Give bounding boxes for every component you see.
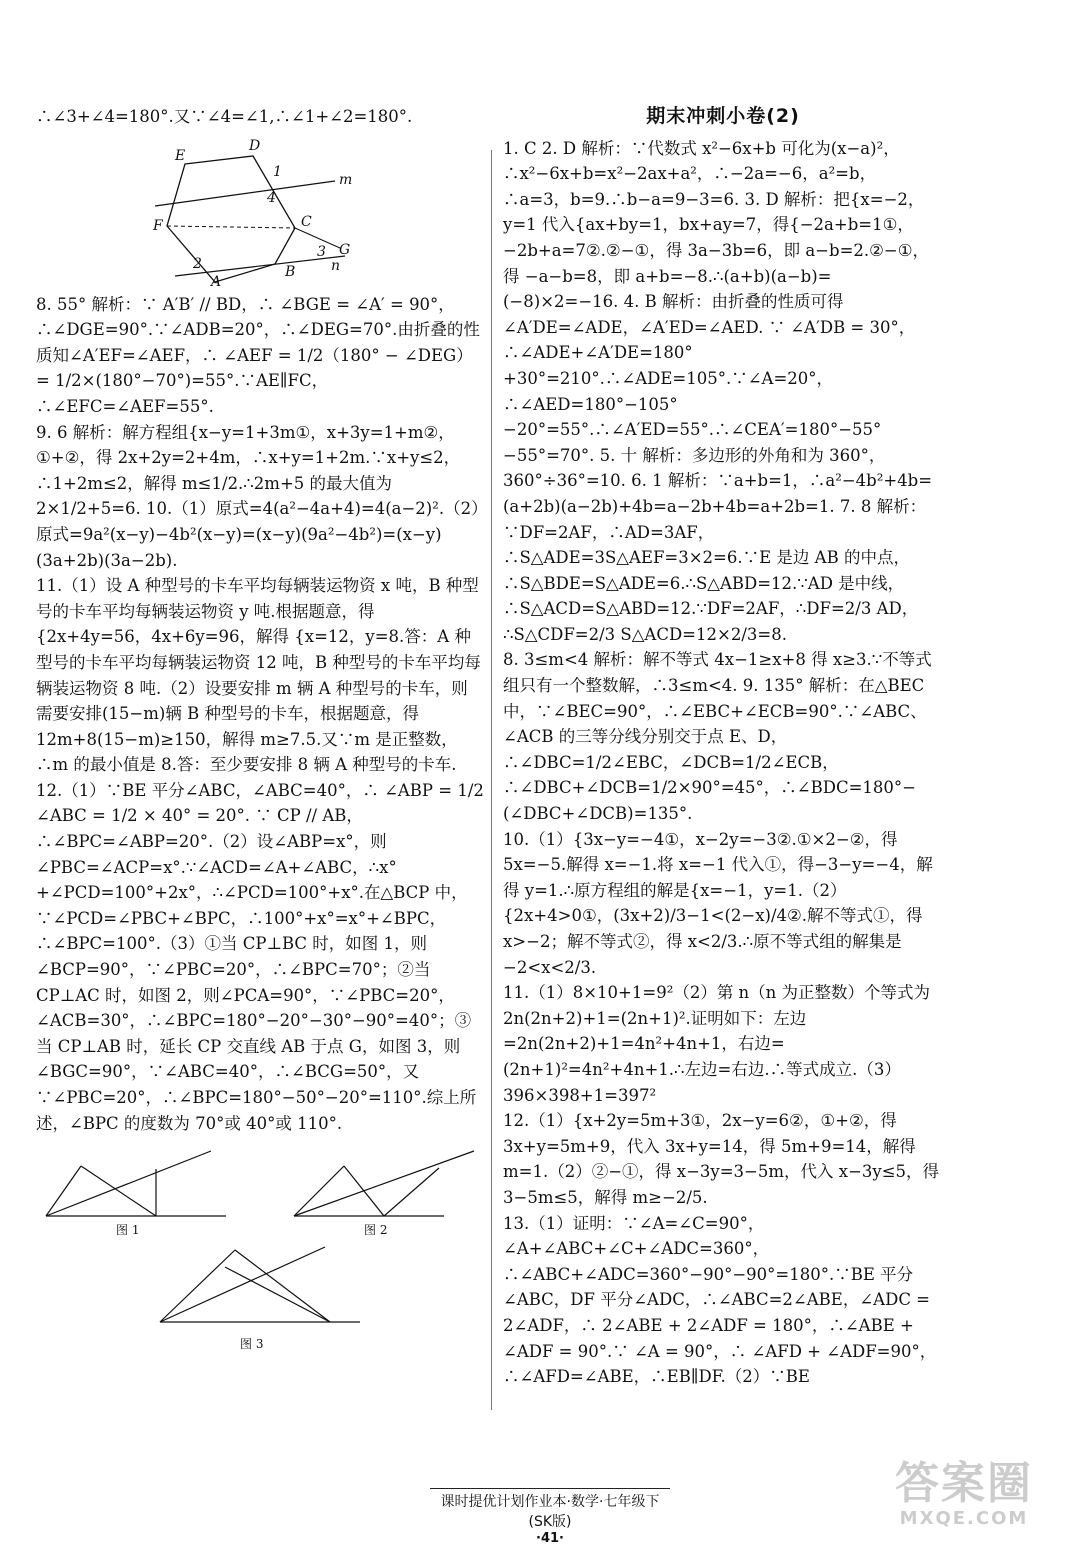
figure-3 <box>140 1242 380 1352</box>
answer-r-q8-q9: 8. 3≤m<4 解析：解不等式 4x−1≥x+8 得 x≥3.∵不等式组只有一个整数解，∴3≤m<4. 9. 135° 解析：在△BEC 中，∵∠BEC=90°，∴∠EBC+∠ECB=90°.∵∠ABC、∠ACB 的三等分线分别交于点 E、D，∴∠DBC=1/2∠EBC，∠DCB=1/2∠ECB，∴∠DBC+∠DCB=1/2×90°=45°，∴∠BDC=180°−(∠DBC+∠DCB)=135°. <box>503 650 932 824</box>
fig-label-F: F <box>153 217 163 234</box>
fig-label-3: 图 3 <box>240 1337 264 1352</box>
fig-label-n: n <box>331 257 341 274</box>
answer-r-q12: 12.（1）{x+2y=5m+3①，2x−y=6②，①+②，得 3x+y=5m+9，代入 3x+y=14，得 5m+9=14，解得 m=1.（2）②−①，得 x−3y=3−5m，代入 x−3y≤5，得 3−5m≤5，解得 m≥−2/5. <box>503 1111 940 1207</box>
answer-r-q13: 13.（1）证明：∵∠A=∠C=90°，∠A+∠ABC+∠C+∠ADC=360°，∴∠ABC+∠ADC=360°−90°−90°=180°.∵BE 平分∠ABC，DF 平分∠ADC，∴∠ABC=2∠ABE，∠ADC = 2∠ADF，∴ 2∠ABE + 2∠ADF = 180°，∴∠ABE + ∠ADF = 90°.∵ ∠A = 90°，∴ ∠AFD + ∠ADF=90°，∴∠AFD=∠ABE，∴EB∥DF.（2）∵BE <box>503 1213 937 1387</box>
fig-label-2: 图 2 <box>364 1223 388 1237</box>
answer-r-q1-q7: 1. C 2. D 解析：∵代数式 x²−6x+b 可化为(x−a)²，∴x²−6x+b=x²−2ax+a²，∴−2a=−6，a²=b，∴a=3，b=9.∴b−a=9−3=6. 3. D 解析：把{x=−2，y=1 代入{ax+by=1，bx+ay=7，得{−2a+b=1①，−2b+a=7②.②−①，得 3a−3b=6，即 a−b=2.②−①，得 −a−b=8，即 a+b=−8.∴(a+b)(a−b)=(−8)×2=−16. 4. B 解析：由折叠的性质可得∠A′DE=∠ADE，∠A′ED=∠AED. ∵ ∠A′DB = 30°，∴∠ADE+∠A′DE=180°+30°=210°.∴∠ADE=105°.∵∠A=20°，∴∠AED=180°−105°−20°=55°.∴∠A′ED=55°.∴∠CEA′=180°−55°−55°=70°. 5. 十 解析：多边形的外角和为 360°，360°÷36°=10. 6. 1 解析：∵a+b=1，∴a²−4b²+4b=(a+2b)(a−2b)+4b=a−2b+4b=a+2b=1. 7. 8 解析：∵DF=2AF，∴AD=3AF，∴S△ADE=3S△AEF=3×2=6.∵E 是边 AB 的中点，∴S△BDE=S△ADE=6.∴S△ABD=12.∵AD 是中线，∴S△ACD=S△ABD=12.∵DF=2AF，∴DF=2/3 AD，∴S△CDF=2/3 S△ACD=12×2/3=8. <box>503 138 933 644</box>
figure-hexagon <box>145 136 375 286</box>
answer-q9-q10: 9. 6 解析：解方程组{x−y=1+3m①，x+3y=1+m②，①+②，得 2x+2y=2+4m，∴x+y=1+2m.∵x+y≤2，∴1+2m≤2，解得 m≤1/2.∴2m+5 的最大值为 2×1/2+5=6. 10.（1）原式=4(a²−4a+4)=4(a−2)².（2）原式=9a²(x−y)−4b²(x−y)=(x−y)(9a²−4b²)=(x−y)(3a+2b)(3a−2b). <box>36 422 480 570</box>
fig-label-3: 3 <box>317 243 326 260</box>
page-footer <box>430 1488 670 1546</box>
footer-rule <box>430 1488 670 1489</box>
fig-label-1: 图 1 <box>116 1223 140 1237</box>
fig-label-A: A <box>211 273 222 286</box>
right-column <box>503 104 943 1390</box>
fig-label-B: B <box>285 263 296 280</box>
fig-label-2: 2 <box>193 255 202 272</box>
column-divider <box>491 150 492 1410</box>
fig-label-E: E <box>175 147 186 164</box>
fig-label-4: 4 <box>267 189 276 206</box>
figure-1 <box>36 1146 236 1236</box>
left-paragraph-0: ∴∠3+∠4=180°.又∵∠4=∠1,∴∠1+∠2=180°. <box>36 107 413 126</box>
answer-q8: 8. 55° 解析：∵ A′B′ // BD，∴ ∠BGE = ∠A′ = 90°，∴∠DGE=90°.∵∠ADB=20°，∴∠DEG=70°.由折叠的性质知∠A′EF=∠AEF，∴ ∠AEF = 1/2（180° − ∠DEG）= 1/2×(180°−70°)=55°.∵AE∥FC，∴∠EFC=∠AEF=55°. <box>36 294 480 416</box>
fig-label-C: C <box>301 213 312 230</box>
left-column <box>36 104 484 1358</box>
answer-r-q10: 10.（1）{3x−y=−4①，x−2y=−3②.①×2−②，得 5x=−5.解得 x=−1.将 x=−1 代入①，得−3−y=−4，解得 y=1.∴原方程组的解是{x=−1，y=1.（2）{2x+4>0①，(3x+2)/3−1<(2−x)/4②.解不等式①，得 x>−2；解不等式②，得 x<2/3.∴原不等式组的解集是 −2<x<2/3. <box>503 829 933 977</box>
book-title: 课时提优计划作业本·数学·七年级下(SK版) <box>440 1494 660 1530</box>
watermark-logo <box>869 1460 1059 1530</box>
figure-2 <box>284 1146 484 1236</box>
watermark-text: 答案圈 <box>895 1458 1033 1509</box>
page-number: ·41· <box>536 1531 564 1546</box>
fig-label-1: 1 <box>273 163 282 180</box>
answer-r-q11: 11.（1）8×10+1=9²（2）第 n（n 为正整数）个等式为 2n(2n+2)+1=(2n+1)².证明如下：左边=2n(2n+2)+1=4n²+4n+1，右边=(2n+1)²=4n²+4n+1.∴左边=右边.∴等式成立.（3）396×398+1=397² <box>503 983 931 1105</box>
watermark-url: MXQE.COM <box>899 1508 1029 1529</box>
fig-label-D: D <box>249 137 261 154</box>
fig-label-G: G <box>339 241 351 258</box>
fig-label-m: m <box>339 171 353 188</box>
section-title: 期末冲刺小卷(2) <box>646 105 800 127</box>
answer-q12: 12.（1）∵BE 平分∠ABC，∠ABC=40°，∴ ∠ABP = 1/2 ∠ABC = 1/2 × 40° = 20°. ∵ CP // AB，∴∠BPC=∠ABP=20°.（2）设∠ABP=x°，则∠PBC=∠ACP=x°.∵∠ACD=∠A+∠ABC，∴x°+∠PCD=100°+2x°，∴∠PCD=100°+x°.在△BCP 中，∵∠PCD=∠PBC+∠BPC，∴100°+x°=x°+∠BPC，∴∠BPC=100°.（3）①当 CP⊥BC 时，如图 1，则∠BCP=90°，∵∠PBC=20°，∴∠BPC=70°；②当 CP⊥AC 时，如图 2，则∠PCA=90°，∵∠PBC=20°，∠ACB=30°，∴∠BPC=180°−20°−30°−90°=40°；③当 CP⊥AB 时，延长 CP 交直线 AB 于点 G，如图 3，则∠BGC=90°，∵∠ABC=40°，∴∠BCG=50°，又∵∠PBC=20°，∴∠BPC=180°−50°−20°=110°.综上所述，∠BPC 的度数为 70°或 40°或 110°. <box>36 780 484 1133</box>
answer-q11: 11.（1）设 A 种型号的卡车平均每辆装运物资 x 吨，B 种型号的卡车平均每辆装运物资 y 吨.根据题意，得 {2x+4y=56，4x+6y=96，解得 {x=12，y=8.答：A 种型号的卡车平均每辆装运物资 12 吨，B 种型号的卡车平均每辆装运物资 8 吨.（2）设要安排 m 辆 A 种型号的卡车，则需要安排(15−m)辆 B 种型号的卡车，根据题意，得 12m+8(15−m)≥150，解得 m≥7.5.又∵m 是正整数，∴m 的最小值是 8.答：至少要安排 8 辆 A 种型号的卡车. <box>36 576 481 775</box>
